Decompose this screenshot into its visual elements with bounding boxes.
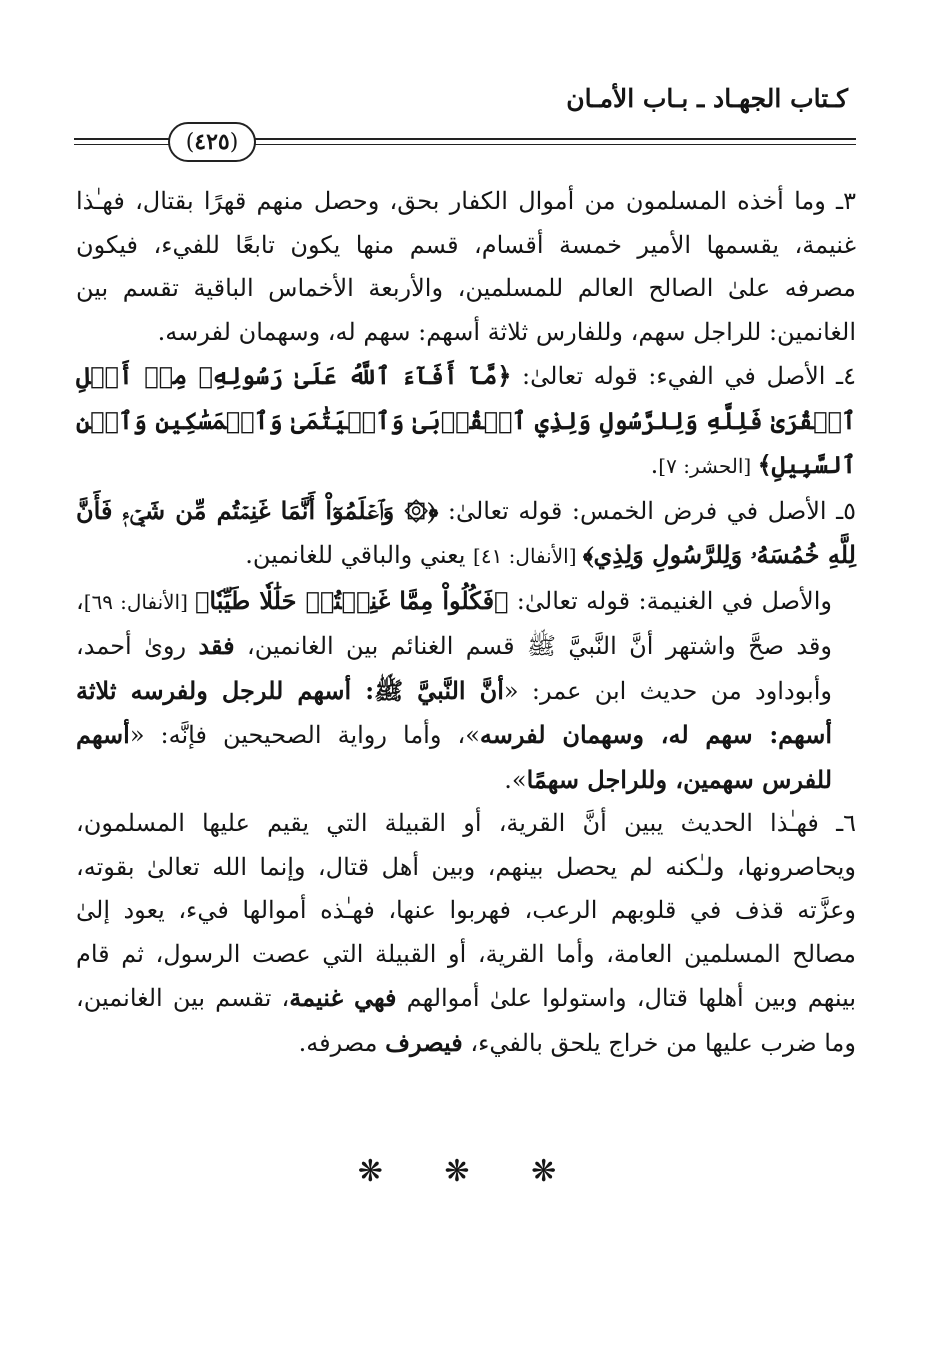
page-number: ٤٢٥ xyxy=(194,129,230,155)
running-header-title: كـتاب الجهـاد ـ بـاب الأمـان xyxy=(566,84,848,113)
paragraph-4 xyxy=(76,354,856,489)
paragraph-intro: والأصل في الغنيمة: قوله تعالىٰ: xyxy=(508,586,833,615)
paragraph-end: ». xyxy=(504,765,527,794)
paragraph-end: مصرفه. xyxy=(298,1028,386,1057)
paragraph-text: وما أخذه المسلمون من أموال الكفار بحق، وحصل منهم قهرًا بقتال، فهـٰذا غنيمة، يقسمها الأمير خمسة أقسام، قسم منها يكون تابعًا للفيء، فيكون مصرفه علىٰ الصالح العالم للمسلمين، والأربعة الأخماس الباقية تقسم بين الغانمين: للراجل سهم، وللفارس ثلاثة أسهم: سهم له، وسهمان لفرسه. xyxy=(76,187,856,346)
paragraph-5b xyxy=(76,579,856,803)
paragraph-text: ، تقسم بين الغانمين، وما ضرب عليها من خراج يلحق بالفيء، xyxy=(76,984,856,1057)
item-number: ٥ـ xyxy=(826,496,856,525)
paragraph-text: روىٰ أحمد، وأبوداود من حديث ابن عمر: « xyxy=(76,632,832,705)
verse-reference: [الأنفال: ٤١] xyxy=(473,544,583,568)
paragraph-text: فهـٰذا الحديث يبين أنَّ القرية، أو القبيلة التي يقيم عليها المسلمون، ويحاصرونها، ولـٰكنه لم يحصل بينهم، وبين أهل قتال، وإنما الله تعالىٰ بقوته، وعزَّته قذف في قلوبهم الرعب، فهربوا عنها، فهـٰذه أموالها فيء، يعود إلىٰ مصالح المسلمين العامة، وأما القرية، أو القبيلة التي عصت الرسول، ثم قام بينهم وبين أهلها قتال، واستولوا علىٰ أموالهم xyxy=(76,809,857,1012)
paragraph-intro: الأصل في الفيء: قوله تعالىٰ: xyxy=(511,362,826,390)
paragraph-intro: الأصل في فرض الخمس: قوله تعالىٰ: xyxy=(438,496,827,525)
verse-reference: [الحشر: ٧] xyxy=(658,454,758,478)
paragraph-5 xyxy=(76,489,856,579)
paragraph-text: ، وقد صحَّ واشتهر أنَّ النَّبيَّ ﷺ قسم الغنائم بين الغانمين، xyxy=(76,586,832,660)
paragraph-text: »، وأما رواية الصحيحين فإنَّه: « xyxy=(129,721,480,749)
quran-verse: ﴿فَكُلُواْ مِمَّا غَنِمۡتُمۡ حَلَٰلٗا طَيِّبٗا﴾ xyxy=(194,585,509,615)
body-text xyxy=(76,180,856,1065)
paragraph-end: . xyxy=(650,451,659,479)
hadith-quote: أنَّ النَّبيَّ ﷺ: أسهم للرجل ولفرسه ثلاثة أسهم: سهم له، وسهمان لفرسه xyxy=(76,675,832,749)
verse-reference: [الأنفال: ٦٩] xyxy=(83,589,195,614)
section-separator-stars: ❋ ❋ ❋ xyxy=(357,1154,583,1189)
item-number: ٦ـ xyxy=(818,809,856,837)
item-number: ٤ـ xyxy=(825,362,856,390)
quran-verse: ﴿مَّآ أَفَآءَ ٱللَّهُ عَلَىٰ رَسُولِهِۦ مِنۡ أَهۡلِ ٱلۡقُرَىٰ فَلِلَّهِ وَلِلرَّسُولِ وَلِذِي ٱلۡقُرۡبَىٰ وَٱلۡيَتَٰمَىٰ وَٱلۡمَسَٰكِينِ وَٱبۡنِ ٱلسَّبِيلِ﴾ xyxy=(76,361,856,479)
paragraph-3 xyxy=(76,180,856,354)
page-number-badge: ( ٤٢٥ ) xyxy=(168,122,256,162)
bold-text: فقد xyxy=(198,631,235,660)
paragraph-6 xyxy=(76,802,856,1065)
paragraph-end: يعني والباقي للغانمين. xyxy=(245,541,474,569)
hadith-quote: أسهم للفرس سهمين، وللراجل سهمًا xyxy=(76,720,832,794)
bold-text: فيصرف xyxy=(385,1027,463,1057)
quran-verse: ﴿۞ وَٱعۡلَمُوٓاْ أَنَّمَا غَنِمۡتُم مِّن شَيۡءٖ فَأَنَّ لِلَّهِ خُمُسَهُۥ وَلِلرَّسُولِ وَلِذِي﴾ xyxy=(76,495,856,569)
item-number: ٣ـ xyxy=(825,187,856,215)
bold-text: فهي غنيمة xyxy=(289,983,397,1012)
